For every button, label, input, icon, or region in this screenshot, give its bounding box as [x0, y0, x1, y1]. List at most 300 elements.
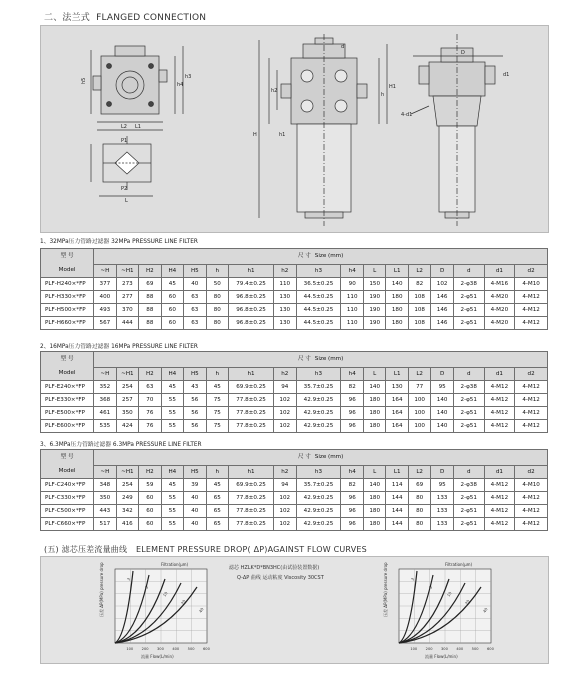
model-header [41, 249, 94, 278]
table-cell: 80 [206, 304, 228, 317]
table-cell: 88 [139, 304, 161, 317]
table-cell: 4-M12 [515, 420, 548, 433]
column-header: h2 [274, 465, 296, 478]
table-cell: 96 [341, 518, 363, 531]
table-cell: 517 [94, 518, 116, 531]
table-cell: 190 [363, 304, 385, 317]
table-cell: 130 [386, 381, 408, 394]
model-header [41, 352, 94, 381]
table-cell: 90 [341, 278, 363, 291]
table-cell: 4-M12 [484, 492, 515, 505]
column-header: ~H [94, 264, 116, 277]
table-cell: 55 [161, 394, 183, 407]
column-header: D [431, 264, 453, 277]
table-cell: 190 [363, 317, 385, 330]
table-row [41, 304, 548, 317]
table-cell: 63 [184, 291, 206, 304]
table-cell: 40 [184, 505, 206, 518]
table-cell: 133 [431, 505, 453, 518]
table-cell: 368 [94, 394, 116, 407]
column-header: h4 [341, 367, 363, 380]
table-cell: 77 [408, 381, 430, 394]
table-cell: 461 [94, 407, 116, 420]
column-header: L [363, 264, 385, 277]
model-cell: PLF-E500×*FP [41, 407, 94, 420]
column-header: d1 [484, 367, 515, 380]
table-cell: 180 [363, 407, 385, 420]
table-cell: 110 [341, 291, 363, 304]
table-cell: 79.4±0.25 [229, 278, 274, 291]
table-cell: 140 [386, 278, 408, 291]
curve-label: 40 [197, 606, 205, 614]
table-cell: 249 [116, 492, 138, 505]
column-header: H4 [161, 264, 183, 277]
table-cell: 45 [206, 479, 228, 492]
table-cell: 4-M12 [515, 407, 548, 420]
table-cell: 348 [94, 479, 116, 492]
curve-label: 20 [179, 598, 187, 606]
size-header-cn: 尺 寸 [297, 356, 311, 363]
table-cell: 4-M10 [515, 479, 548, 492]
curves-note-1: 滤芯 HZLK*D*BN3HC(由试验装置数据) [229, 565, 320, 571]
table-cell: 108 [408, 304, 430, 317]
table-cell: 75 [206, 407, 228, 420]
table-cell: 140 [431, 407, 453, 420]
table-cell: 144 [386, 505, 408, 518]
column-header: h3 [296, 264, 341, 277]
table-cell: 65 [206, 492, 228, 505]
table-cell: 80 [408, 518, 430, 531]
curve-label: 5 [143, 584, 150, 590]
table-cell: 76 [139, 420, 161, 433]
column-header: h4 [341, 465, 363, 478]
column-header: L2 [408, 367, 430, 380]
technical-drawing-panel [40, 25, 549, 233]
table-cell: 4-M12 [515, 518, 548, 531]
table-cell: 96.8±0.25 [229, 317, 274, 330]
left-ylabel: 压差 ΔP(MPa) pressure drop [99, 562, 104, 617]
column-header: h3 [296, 465, 341, 478]
column-header: h1 [229, 264, 274, 277]
column-header: L2 [408, 264, 430, 277]
section-flanged-heading [44, 10, 206, 23]
table-cell: 96 [341, 505, 363, 518]
table-cell: 140 [431, 420, 453, 433]
right-legend: Filtration(μm) [445, 562, 473, 567]
table-cell: 40 [184, 492, 206, 505]
table-cell: 180 [363, 492, 385, 505]
table-cell: 4-M20 [484, 317, 515, 330]
column-header: H4 [161, 367, 183, 380]
dim-H: H [253, 132, 257, 138]
table-cell: 370 [116, 304, 138, 317]
table-cell: 180 [386, 291, 408, 304]
model-cell: PLF-C500×*FP [41, 505, 94, 518]
table-cell: 69.9±0.25 [229, 381, 274, 394]
table-cell: 36.5±0.25 [296, 278, 341, 291]
table-cell: 140 [431, 394, 453, 407]
table-cell: 55 [161, 505, 183, 518]
table-cell: 77.8±0.25 [229, 394, 274, 407]
table-cell: 96 [341, 492, 363, 505]
table-cell: 2-φ51 [453, 317, 484, 330]
curve-label: 10 [161, 590, 169, 598]
table-cell: 180 [386, 317, 408, 330]
table-cell: 69 [408, 479, 430, 492]
table-cell: 424 [116, 420, 138, 433]
table-cell: 150 [363, 278, 385, 291]
table-cell: 4-M12 [484, 394, 515, 407]
table-cell: 56 [184, 420, 206, 433]
table-cell: 180 [386, 304, 408, 317]
column-header: d1 [484, 465, 515, 478]
table-cell: 80 [408, 492, 430, 505]
curves-heading [44, 544, 367, 555]
model-cell: PLF-H660×*FP [41, 317, 94, 330]
table-cell: 144 [386, 518, 408, 531]
table-cell: 102 [274, 505, 296, 518]
table-cell: 56 [184, 407, 206, 420]
dim-D: D [461, 50, 465, 56]
model-header-en: Model [58, 468, 76, 474]
column-header: L2 [408, 465, 430, 478]
column-header: d [453, 264, 484, 277]
column-header: H5 [184, 465, 206, 478]
table-cell: 350 [94, 492, 116, 505]
table-cell: 63 [184, 317, 206, 330]
table-cell: 42.9±0.25 [296, 420, 341, 433]
curves-note-2: Q-ΔP 曲线 运动粘度 Viscosity 30CST [237, 575, 324, 581]
column-header: D [431, 367, 453, 380]
spec-table-6-3mpa [40, 449, 548, 531]
table-cell: 63 [139, 381, 161, 394]
curve-label: 5 [427, 584, 434, 590]
model-header [41, 450, 94, 479]
table-cell: 39 [184, 479, 206, 492]
table-row [41, 278, 548, 291]
table-cell: 77.8±0.25 [229, 407, 274, 420]
table-cell: 257 [116, 394, 138, 407]
table-cell: 96 [341, 420, 363, 433]
dim-h4: h4 [177, 82, 184, 88]
table-cell: 76 [139, 407, 161, 420]
table-cell: 60 [139, 518, 161, 531]
table-cell: 180 [363, 518, 385, 531]
column-header: H5 [184, 367, 206, 380]
table-cell: 45 [161, 381, 183, 394]
table-cell: 133 [431, 492, 453, 505]
dim-d: d [341, 44, 345, 50]
size-header-cn: 尺 寸 [297, 454, 311, 461]
table-cell: 96 [341, 407, 363, 420]
table-cell: 2-φ51 [453, 518, 484, 531]
dim-L: L [125, 198, 128, 204]
model-cell: PLF-E600×*FP [41, 420, 94, 433]
table-cell: 50 [206, 278, 228, 291]
x-tick-label: 600 [203, 647, 210, 651]
size-header-en: Size (mm) [314, 253, 344, 260]
table-cell: 2-φ38 [453, 381, 484, 394]
spec-table-32mpa [40, 248, 548, 330]
table-cell: 4-M16 [484, 278, 515, 291]
table-cell: 110 [341, 317, 363, 330]
table-cell: 56 [184, 394, 206, 407]
table-cell: 342 [116, 505, 138, 518]
table-cell: 59 [139, 479, 161, 492]
table-cell: 60 [161, 291, 183, 304]
table-row [41, 394, 548, 407]
table-cell: 94 [274, 479, 296, 492]
column-header: L1 [386, 367, 408, 380]
dim-h1: h1 [279, 132, 286, 138]
curve-label: 10 [445, 590, 453, 598]
table-cell: 75 [206, 420, 228, 433]
table-cell: 4-M12 [515, 304, 548, 317]
column-header: h2 [274, 367, 296, 380]
table-cell: 55 [161, 518, 183, 531]
column-header: ~H1 [116, 367, 138, 380]
table-cell: 80 [408, 505, 430, 518]
x-tick-label: 500 [187, 647, 195, 651]
table-cell: 96 [341, 394, 363, 407]
table-cell: 77.8±0.25 [229, 420, 274, 433]
column-header: ~H [94, 367, 116, 380]
table-cell: 4-M20 [484, 291, 515, 304]
table-cell: 493 [94, 304, 116, 317]
table-cell: 2-φ51 [453, 407, 484, 420]
table-cell: 2-φ51 [453, 394, 484, 407]
port-P1: P1 [121, 138, 128, 144]
table-cell: 42.9±0.25 [296, 505, 341, 518]
table-cell: 4-M12 [484, 479, 515, 492]
model-cell: PLF-C660×*FP [41, 518, 94, 531]
table-cell: 4-M12 [484, 505, 515, 518]
curves-panel [40, 556, 549, 664]
column-header: H4 [161, 465, 183, 478]
dim-H1: H1 [389, 84, 396, 90]
table-cell: 2-φ38 [453, 479, 484, 492]
model-cell: PLF-E240×*FP [41, 381, 94, 394]
table-cell: 180 [363, 420, 385, 433]
column-header: d2 [515, 465, 548, 478]
table-row [41, 317, 548, 330]
table-cell: 60 [139, 492, 161, 505]
curve-label: 20 [463, 598, 471, 606]
column-header: L [363, 465, 385, 478]
table-cell: 102 [431, 278, 453, 291]
table-cell: 2-φ51 [453, 505, 484, 518]
table-cell: 273 [116, 278, 138, 291]
dim-h: h [381, 92, 385, 98]
x-tick-label: 100 [410, 647, 418, 651]
table-cell: 42.9±0.25 [296, 518, 341, 531]
table-cell: 535 [94, 420, 116, 433]
column-header: d1 [484, 264, 515, 277]
table-cell: 350 [116, 407, 138, 420]
flange-filter-drawing [41, 26, 548, 232]
table-cell: 102 [274, 420, 296, 433]
flange-cap [115, 46, 145, 56]
table-cell: 44.5±0.25 [296, 291, 341, 304]
x-tick-label: 500 [471, 647, 479, 651]
column-header: h [206, 465, 228, 478]
table-row [41, 407, 548, 420]
table-cell: 400 [94, 291, 116, 304]
table-cell: 146 [431, 317, 453, 330]
right-xlabel: 流量 Flow(L/min) [425, 654, 458, 659]
table-cell: 44.5±0.25 [296, 317, 341, 330]
table-cell: 114 [386, 479, 408, 492]
model-header-cn: 型 号 [60, 253, 74, 259]
size-header [94, 352, 548, 368]
table-cell: 110 [274, 278, 296, 291]
table-cell: 108 [408, 291, 430, 304]
table-cell: 40 [184, 278, 206, 291]
x-tick-label: 300 [157, 647, 164, 651]
table-cell: 42.9±0.25 [296, 492, 341, 505]
table-cell: 190 [363, 291, 385, 304]
table-cell: 164 [386, 394, 408, 407]
table-cell: 65 [206, 518, 228, 531]
table-cell: 44.5±0.25 [296, 304, 341, 317]
column-header: h1 [229, 465, 274, 478]
column-header: d2 [515, 264, 548, 277]
table-cell: 180 [363, 394, 385, 407]
table-cell: 102 [274, 492, 296, 505]
size-header-en: Size (mm) [314, 454, 344, 461]
section-title: FLANGED CONNECTION [96, 13, 207, 23]
table-cell: 88 [139, 291, 161, 304]
table-cell: 180 [363, 505, 385, 518]
column-header: ~H1 [116, 264, 138, 277]
table-cell: 77.8±0.25 [229, 505, 274, 518]
section-number: 二、法兰式 [44, 13, 91, 23]
dim-L2: L2 [121, 124, 127, 130]
table-cell: 102 [274, 394, 296, 407]
table-cell: 130 [274, 317, 296, 330]
table-cell: 140 [363, 479, 385, 492]
table-cell: 277 [116, 291, 138, 304]
table-cell: 133 [431, 518, 453, 531]
x-tick-label: 200 [425, 647, 433, 651]
column-header: d [453, 465, 484, 478]
table-cell: 96.8±0.25 [229, 304, 274, 317]
table-cell: 4-M12 [484, 407, 515, 420]
table-cell: 35.7±0.25 [296, 381, 341, 394]
table-cell: 43 [184, 381, 206, 394]
table-cell: 55 [161, 492, 183, 505]
table-cell: 4-M10 [515, 278, 548, 291]
curves-title-cn: (五) 滤芯压差流量曲线 [44, 545, 128, 554]
table-cell: 40 [184, 518, 206, 531]
table-cell: 130 [274, 291, 296, 304]
table-cell: 2-φ51 [453, 304, 484, 317]
x-tick-label: 600 [487, 647, 494, 651]
table-cell: 45 [206, 381, 228, 394]
table-cell: 63 [184, 304, 206, 317]
dim-h5: h5 [81, 77, 87, 84]
table-2-caption: 2、16MPa压力管路过滤器 16MPa PRESSURE LINE FILTER [40, 344, 198, 350]
table-cell: 35.7±0.25 [296, 479, 341, 492]
dim-L1: L1 [135, 124, 141, 130]
column-header: L [363, 367, 385, 380]
table-cell: 55 [161, 407, 183, 420]
left-xlabel: 流量 Flow(L/min) [141, 654, 174, 659]
table-cell: 100 [408, 407, 430, 420]
size-header [94, 249, 548, 265]
column-header: h [206, 264, 228, 277]
table-cell: 144 [386, 492, 408, 505]
model-header-cn: 型 号 [60, 454, 74, 460]
table-cell: 352 [94, 381, 116, 394]
curve-label: 3 [125, 576, 132, 582]
table-cell: 100 [408, 420, 430, 433]
table-cell: 377 [94, 278, 116, 291]
table-row [41, 479, 548, 492]
table-cell: 80 [206, 291, 228, 304]
spec-table-16mpa [40, 351, 548, 433]
table-row [41, 420, 548, 433]
table-row [41, 291, 548, 304]
dim-h2: h2 [271, 88, 278, 94]
table-cell: 4-M12 [515, 505, 548, 518]
table-cell: 444 [116, 317, 138, 330]
table-row [41, 505, 548, 518]
table-cell: 4-M12 [515, 394, 548, 407]
table-cell: 70 [139, 394, 161, 407]
table-row [41, 518, 548, 531]
table-1-caption: 1、32MPa压力管路过滤器 32MPa PRESSURE LINE FILTER [40, 239, 198, 245]
model-cell: PLF-H240×*FP [41, 278, 94, 291]
table-cell: 2-φ51 [453, 420, 484, 433]
table-cell: 45 [161, 278, 183, 291]
x-tick-label: 400 [172, 647, 180, 651]
curves-title-en: ELEMENT PRESSURE DROP( ΔP)AGAINST FLOW CURVES [135, 545, 367, 554]
column-header: H2 [139, 465, 161, 478]
table-cell: 60 [161, 304, 183, 317]
table-cell: 108 [408, 317, 430, 330]
table-cell: 567 [94, 317, 116, 330]
table-cell: 94 [274, 381, 296, 394]
column-header: d2 [515, 367, 548, 380]
table-cell: 95 [431, 381, 453, 394]
column-header: L1 [386, 465, 408, 478]
table-cell: 4-M12 [484, 381, 515, 394]
table-cell: 443 [94, 505, 116, 518]
table-cell: 60 [161, 317, 183, 330]
table-cell: 60 [139, 505, 161, 518]
column-header: L1 [386, 264, 408, 277]
table-cell: 95 [431, 479, 453, 492]
x-tick-label: 300 [441, 647, 448, 651]
model-cell: PLF-C330×*FP [41, 492, 94, 505]
model-cell: PLF-C240×*FP [41, 479, 94, 492]
table-cell: 69.9±0.25 [229, 479, 274, 492]
column-header: H2 [139, 367, 161, 380]
pressure-drop-curves [41, 557, 548, 663]
x-tick-label: 400 [456, 647, 464, 651]
table-cell: 82 [341, 381, 363, 394]
table-cell: 75 [206, 394, 228, 407]
table-cell: 82 [408, 278, 430, 291]
table-cell: 2-φ38 [453, 278, 484, 291]
right-ylabel: 压差 ΔP(MPa) pressure drop [383, 562, 388, 617]
model-cell: PLF-H500×*FP [41, 304, 94, 317]
model-header-en: Model [58, 370, 76, 376]
table-cell: 4-M12 [515, 381, 548, 394]
table-cell: 102 [274, 407, 296, 420]
dim-4d1: 4-d1 [401, 112, 413, 118]
